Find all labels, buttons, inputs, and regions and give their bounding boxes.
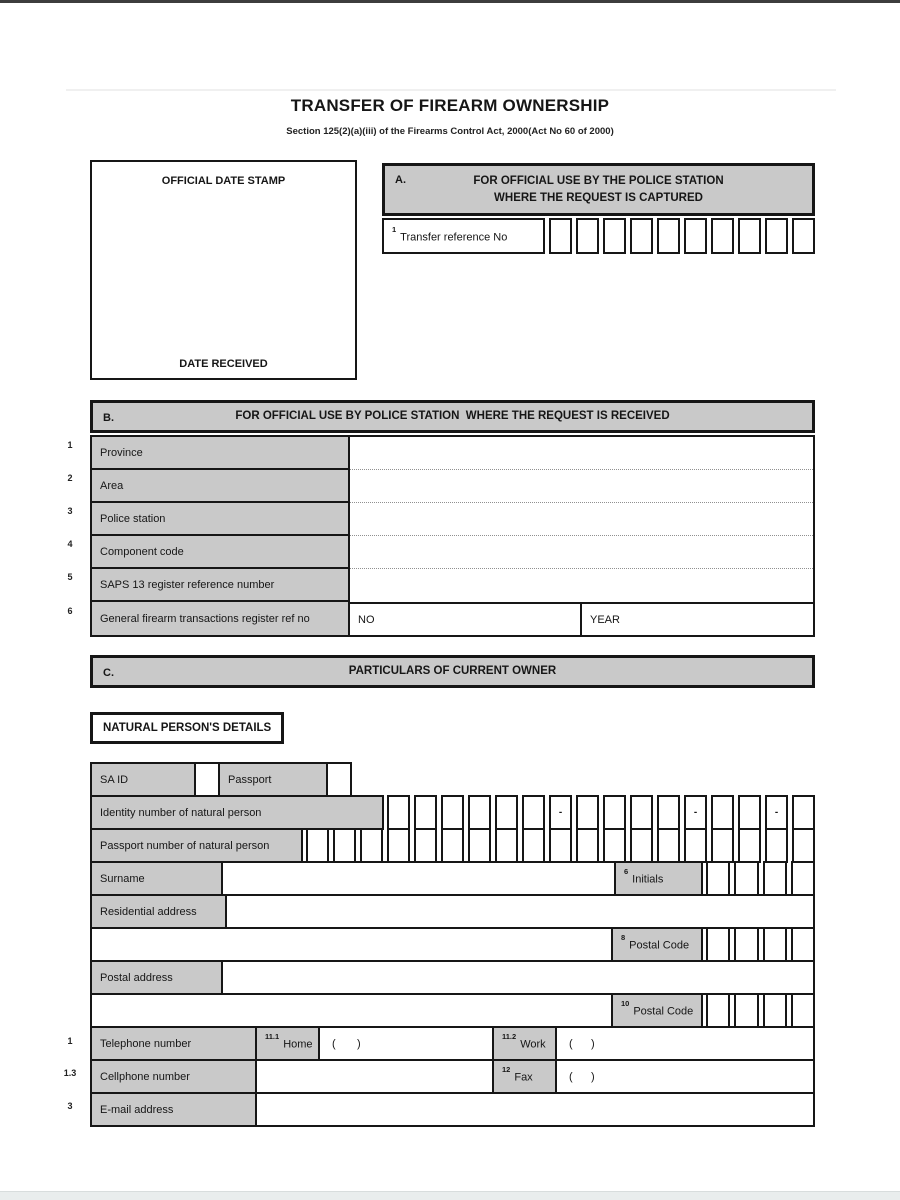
general-firearm-register-label: General firearm transactions register ref no bbox=[92, 602, 350, 635]
char-cell[interactable] bbox=[734, 861, 758, 896]
passport-label: Passport bbox=[218, 762, 328, 797]
char-cell[interactable] bbox=[657, 218, 680, 254]
table-row bbox=[92, 503, 813, 536]
char-cell[interactable] bbox=[734, 993, 758, 1028]
char-cell[interactable] bbox=[630, 795, 653, 830]
saps13-register-input[interactable] bbox=[350, 569, 813, 602]
char-cell[interactable] bbox=[468, 828, 491, 863]
char-cell[interactable] bbox=[765, 828, 788, 863]
char-cell[interactable] bbox=[738, 828, 761, 863]
table-row bbox=[92, 470, 813, 503]
register-no-input[interactable]: NO bbox=[350, 602, 582, 635]
transfer-reference-cells bbox=[545, 218, 815, 254]
char-cell[interactable] bbox=[711, 795, 734, 830]
residential-address-label: Residential address bbox=[90, 894, 227, 929]
char-cell[interactable] bbox=[414, 828, 437, 863]
table-row bbox=[92, 536, 813, 569]
section-a-header bbox=[382, 163, 815, 216]
postal-address-row bbox=[90, 960, 815, 995]
postal-address-line2-input[interactable] bbox=[90, 993, 613, 1028]
char-cell[interactable] bbox=[387, 828, 410, 863]
section-a-letter: A. bbox=[395, 174, 406, 186]
margin-number: 6 bbox=[67, 606, 73, 616]
police-station-input[interactable] bbox=[350, 503, 813, 536]
margin-number: 3 bbox=[67, 1101, 73, 1111]
postal-code-cells bbox=[703, 927, 815, 962]
section-c-header bbox=[90, 655, 815, 688]
char-cell[interactable] bbox=[738, 795, 761, 830]
char-cell[interactable] bbox=[706, 861, 730, 896]
char-cell[interactable] bbox=[763, 927, 787, 962]
residential-postal-code-row bbox=[90, 927, 815, 962]
residential-address-row bbox=[90, 894, 815, 929]
char-cell[interactable] bbox=[763, 993, 787, 1028]
char-cell[interactable] bbox=[657, 828, 680, 863]
char-cell[interactable] bbox=[441, 795, 464, 830]
char-cell[interactable] bbox=[792, 795, 815, 830]
char-cell[interactable] bbox=[549, 218, 572, 254]
margin-number: 1.3 bbox=[63, 1068, 77, 1078]
postal-postal-code-row bbox=[90, 993, 815, 1028]
char-cell[interactable]: - bbox=[765, 795, 788, 830]
char-cell[interactable] bbox=[791, 993, 815, 1028]
char-cell[interactable] bbox=[549, 828, 572, 863]
margin-number: 5 bbox=[67, 572, 73, 582]
char-cell[interactable] bbox=[792, 218, 815, 254]
margin-number: 4 bbox=[67, 539, 73, 549]
cellphone-number-label: Cellphone number bbox=[90, 1059, 257, 1094]
fax-label: $^{12}$Fax bbox=[492, 1059, 557, 1094]
char-cell[interactable] bbox=[603, 795, 626, 830]
email-address-label: E-mail address bbox=[90, 1092, 257, 1127]
work-phone-input[interactable]: ( ) bbox=[555, 1026, 815, 1061]
section-a bbox=[382, 163, 815, 254]
char-cell[interactable] bbox=[387, 795, 410, 830]
telephone-row bbox=[90, 1026, 815, 1061]
email-row bbox=[90, 1092, 815, 1127]
component-code-label: Component code bbox=[92, 536, 350, 569]
section-b-letter: B. bbox=[103, 412, 114, 424]
area-label: Area bbox=[92, 470, 350, 503]
char-cell[interactable] bbox=[791, 927, 815, 962]
char-cell[interactable] bbox=[576, 828, 599, 863]
postal-address-input[interactable] bbox=[221, 960, 815, 995]
section-b-title: FOR OFFICIAL USE BY POLICE STATION WHERE THE REQUEST IS RECEIVED bbox=[235, 410, 670, 423]
postal-code-cells bbox=[703, 993, 815, 1028]
surname-label: Surname bbox=[90, 861, 223, 896]
cellphone-input[interactable] bbox=[255, 1059, 494, 1094]
char-cell[interactable] bbox=[522, 795, 545, 830]
initials-cells bbox=[703, 861, 815, 896]
char-cell[interactable] bbox=[306, 828, 329, 863]
identity-number-cells bbox=[384, 795, 815, 830]
province-input[interactable] bbox=[350, 437, 813, 470]
char-cell[interactable] bbox=[603, 218, 626, 254]
cellphone-row bbox=[90, 1059, 815, 1094]
official-date-stamp-box[interactable] bbox=[90, 160, 357, 380]
char-cell[interactable] bbox=[441, 828, 464, 863]
char-cell[interactable] bbox=[711, 828, 734, 863]
surname-input[interactable] bbox=[221, 861, 616, 896]
component-code-input[interactable] bbox=[350, 536, 813, 569]
passport-number-row bbox=[90, 828, 815, 863]
postal-code-label: $^{10}$Postal Code bbox=[611, 993, 703, 1028]
char-cell[interactable] bbox=[711, 218, 734, 254]
passport-number-cells bbox=[303, 828, 815, 863]
saps13-register-label: SAPS 13 register reference number bbox=[92, 569, 350, 602]
date-received-label: DATE RECEIVED bbox=[179, 358, 268, 370]
table-row bbox=[92, 437, 813, 470]
char-cell[interactable] bbox=[706, 927, 730, 962]
section-a-title: FOR OFFICIAL USE BY THE POLICE STATION WHERE THE REQUEST IS CAPTURED bbox=[473, 175, 724, 204]
telephone-number-label: Telephone number bbox=[90, 1026, 257, 1061]
police-station-label: Police station bbox=[92, 503, 350, 536]
char-cell[interactable] bbox=[765, 218, 788, 254]
sa-id-label: SA ID bbox=[90, 762, 196, 797]
natural-persons-details-heading: NATURAL PERSON'S DETAILS bbox=[90, 712, 284, 744]
section-c-letter: C. bbox=[103, 667, 114, 679]
margin-number: 1 bbox=[67, 1036, 73, 1046]
passport-number-label: Passport number of natural person bbox=[90, 828, 303, 863]
char-cell[interactable]: - bbox=[684, 795, 707, 830]
sa-id-checkbox[interactable] bbox=[194, 762, 220, 797]
char-cell[interactable] bbox=[684, 828, 707, 863]
char-cell[interactable] bbox=[792, 828, 815, 863]
char-cell[interactable] bbox=[522, 828, 545, 863]
passport-checkbox[interactable] bbox=[326, 762, 352, 797]
province-label: Province bbox=[92, 437, 350, 470]
char-cell[interactable] bbox=[495, 828, 518, 863]
table-row bbox=[92, 569, 813, 602]
section-b bbox=[90, 400, 815, 637]
char-cell[interactable] bbox=[734, 927, 758, 962]
char-cell[interactable] bbox=[495, 795, 518, 830]
residential-address-input[interactable] bbox=[225, 894, 815, 929]
identity-number-label: Identity number of natural person bbox=[90, 795, 384, 830]
char-cell[interactable]: - bbox=[549, 795, 572, 830]
char-cell[interactable] bbox=[684, 218, 707, 254]
margin-number: 3 bbox=[67, 506, 73, 516]
char-cell[interactable] bbox=[468, 795, 491, 830]
page-subtitle: Section 125(2)(a)(iii) of the Firearms Control Act, 2000(Act No 60 of 2000) bbox=[286, 126, 614, 137]
transfer-reference-label: $^1$Transfer reference No bbox=[382, 218, 545, 254]
char-cell[interactable] bbox=[576, 795, 599, 830]
margin-number: 1 bbox=[67, 440, 73, 450]
char-cell[interactable] bbox=[791, 861, 815, 896]
area-input[interactable] bbox=[350, 470, 813, 503]
identity-number-row bbox=[90, 795, 815, 830]
transfer-reference-row bbox=[382, 218, 815, 254]
id-type-row bbox=[90, 762, 356, 797]
char-cell[interactable] bbox=[603, 828, 626, 863]
fax-input[interactable]: ( ) bbox=[555, 1059, 815, 1094]
section-c-title: PARTICULARS OF CURRENT OWNER bbox=[348, 665, 557, 678]
char-cell[interactable] bbox=[360, 828, 383, 863]
initials-label: $^6$Initials bbox=[614, 861, 703, 896]
char-cell[interactable] bbox=[630, 828, 653, 863]
postal-address-label: Postal address bbox=[90, 960, 223, 995]
margin-number: 2 bbox=[67, 473, 73, 483]
title-divider bbox=[66, 89, 836, 91]
section-b-header bbox=[90, 400, 815, 433]
surname-row bbox=[90, 861, 815, 896]
work-label: $^{11.2}$Work bbox=[492, 1026, 557, 1061]
char-cell[interactable] bbox=[576, 218, 599, 254]
stamp-box-title: OFFICIAL DATE STAMP bbox=[161, 175, 286, 187]
char-cell[interactable] bbox=[706, 993, 730, 1028]
residential-address-line2-input[interactable] bbox=[90, 927, 613, 962]
email-input[interactable] bbox=[255, 1092, 815, 1127]
home-label: $^{11.1}$Home bbox=[255, 1026, 320, 1061]
char-cell[interactable] bbox=[657, 795, 680, 830]
section-b-table bbox=[90, 435, 815, 637]
register-year-input[interactable]: YEAR bbox=[582, 602, 813, 635]
table-row bbox=[92, 602, 813, 635]
postal-code-label: $^8$Postal Code bbox=[611, 927, 703, 962]
page-title: TRANSFER OF FIREARM OWNERSHIP bbox=[290, 96, 610, 115]
home-phone-input[interactable]: ( ) bbox=[318, 1026, 494, 1061]
char-cell[interactable] bbox=[763, 861, 787, 896]
page-bottom-border bbox=[0, 1191, 900, 1200]
natural-person-table bbox=[90, 762, 815, 1127]
char-cell[interactable] bbox=[333, 828, 356, 863]
char-cell[interactable] bbox=[414, 795, 437, 830]
page-top-border bbox=[0, 0, 900, 3]
char-cell[interactable] bbox=[738, 218, 761, 254]
char-cell[interactable] bbox=[630, 218, 653, 254]
